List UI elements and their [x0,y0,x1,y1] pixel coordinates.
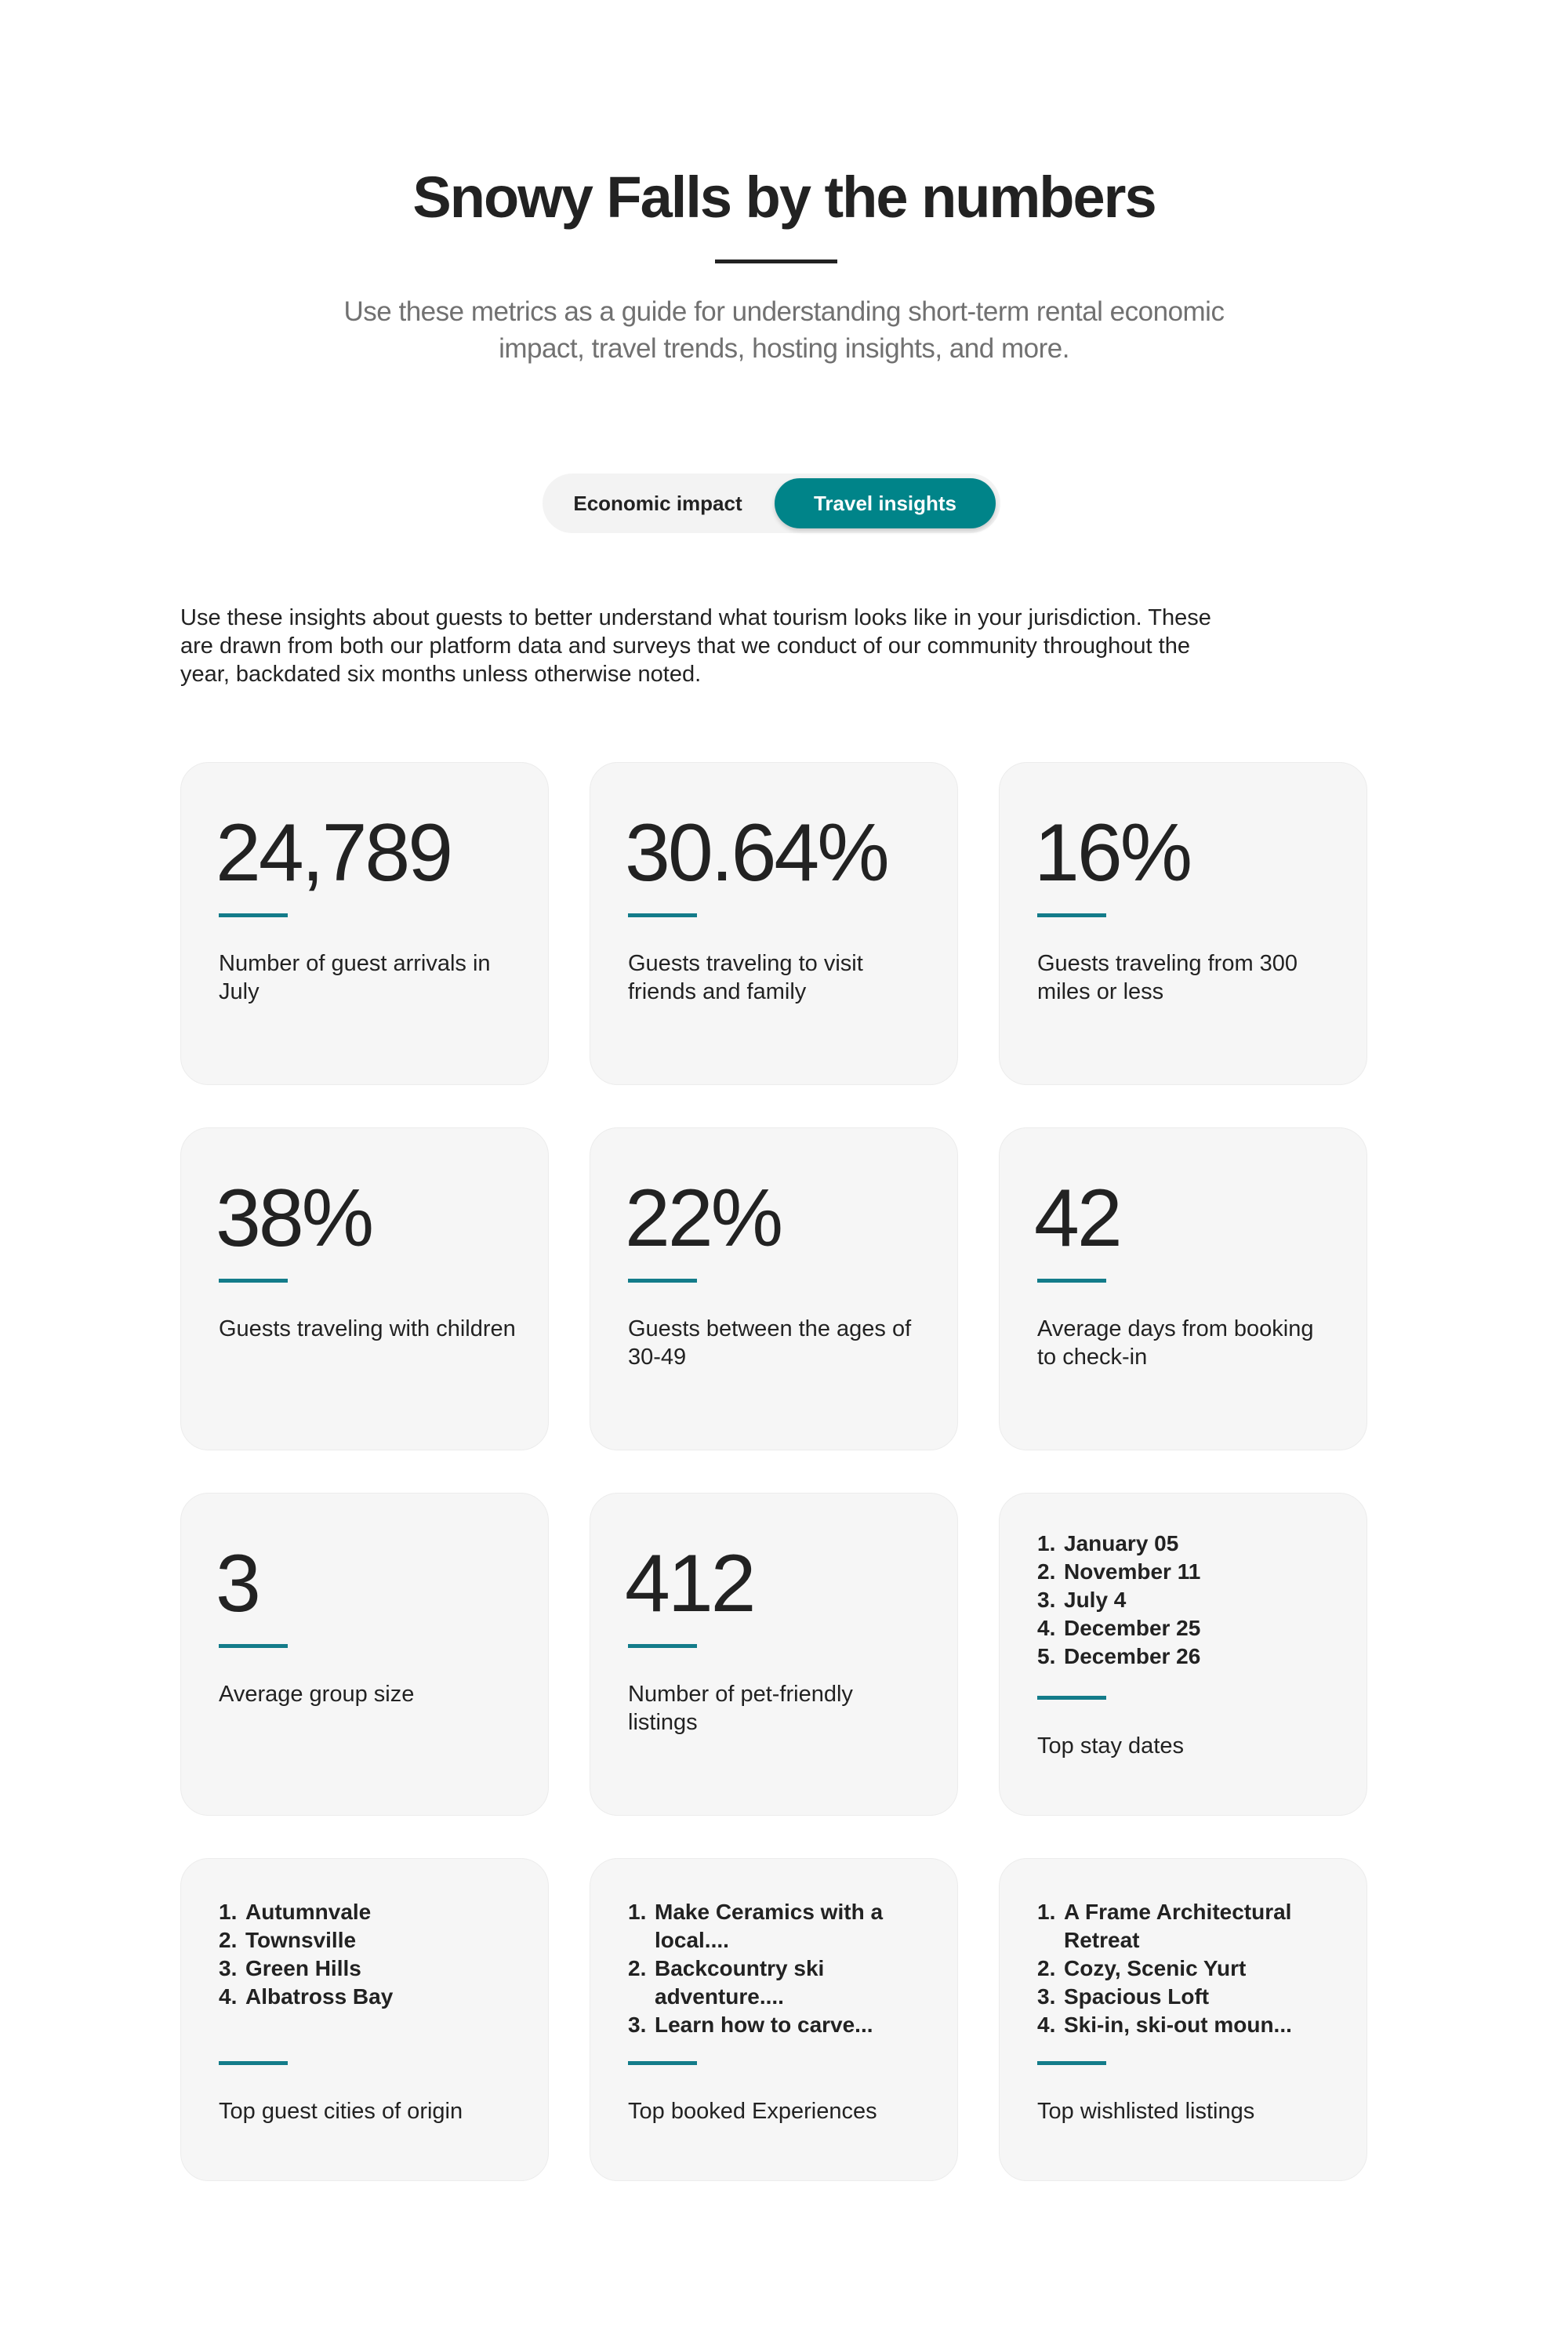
list-item: 1. Autumnvale [219,1900,372,1924]
accent-divider [628,913,697,917]
intro-text: Use these insights about guests to better understand what tourism looks like in your jurisdiction. These are drawn from both our platform data and surveys that we conduct of our community throughout the year, backdated six months unless otherwise noted. [180,605,1211,687]
list-item: 3. Learn how to carve... [628,2013,873,2037]
list-card-top-wishlisted [999,1858,1367,2181]
stat-card-age-range [590,1127,958,1450]
accent-divider [1037,1279,1106,1283]
title-divider [715,260,837,263]
stat-value: 38% [216,1173,372,1264]
list-item: 1. January 05 [1037,1531,1179,1555]
stat-card-with-children [180,1127,549,1450]
stat-label: Number of pet-friendly listings [628,1682,853,1735]
stat-card-pet-friendly [590,1493,958,1816]
page-title: Snowy Falls by the numbers [412,165,1156,230]
ranked-list [1037,1898,1296,2039]
page-subtitle: Use these metrics as a guide for understanding short-term rental economic impact, travel trends, hosting insights, and more. [343,296,1225,364]
accent-divider [219,2061,288,2065]
list-item: 4. December 25 [1037,1616,1201,1640]
list-card-top-experiences [590,1858,958,2181]
accent-divider [1037,1696,1106,1700]
list-item: 2. Backcountry ski adventure.... [628,1956,825,2009]
accent-divider [628,1279,697,1283]
stat-value: 3 [216,1538,259,1629]
stat-value: 30.64% [625,808,887,898]
ranked-list [628,1898,895,2039]
stat-label: Guests traveling from 300 miles or less [1037,951,1298,1004]
stat-card-visit-friends [590,762,958,1085]
accent-divider [1037,913,1106,917]
accent-divider [219,913,288,917]
stat-label: Number of guest arrivals in July [219,951,491,1004]
stat-value: 16% [1034,808,1191,898]
stat-card-distance [999,762,1367,1085]
list-card-top-stay-dates [999,1493,1367,1816]
stat-label: Guests between the ages of 30-49 [628,1316,912,1370]
ranked-list [1037,1530,1343,1671]
insights-toggle [543,474,1000,533]
list-item: 4. Albatross Bay [219,1984,394,2009]
list-item: 4. Ski-in, ski-out moun... [1037,2013,1292,2037]
stat-label: Guests traveling with children [219,1316,516,1341]
stat-card-guest-arrivals [180,762,549,1085]
list-item: 1. A Frame Architectural Retreat [1037,1900,1292,1952]
tab-travel-insights[interactable]: Travel insights [775,478,996,528]
list-label: Top booked Experiences [628,2099,877,2124]
stat-value: 42 [1034,1173,1120,1264]
accent-divider [219,1644,288,1648]
list-label: Top stay dates [1037,1733,1184,1759]
list-label: Top guest cities of origin [219,2099,463,2124]
list-item: 2. Cozy, Scenic Yurt [1037,1956,1247,1980]
accent-divider [1037,2061,1106,2065]
stat-label: Average days from booking to check-in [1037,1316,1314,1370]
accent-divider [219,1279,288,1283]
list-label: Top wishlisted listings [1037,2099,1255,2124]
stat-value: 412 [625,1538,754,1629]
list-item: 3. July 4 [1037,1588,1127,1612]
tab-economic-impact[interactable]: Economic impact [573,491,742,515]
accent-divider [628,1644,697,1648]
stat-value: 22% [625,1173,782,1264]
list-card-top-guest-cities [180,1858,549,2181]
stat-label: Guests traveling to visit friends and family [628,951,863,1004]
list-item: 5. December 26 [1037,1644,1201,1668]
stat-card-group-size [180,1493,549,1816]
ranked-list [219,1898,524,2011]
stat-label: Average group size [219,1682,415,1707]
list-item: 2. Townsville [219,1928,357,1952]
list-item: 1. Make Ceramics with a local.... [628,1900,884,1952]
list-item: 3. Green Hills [219,1956,361,1980]
stat-card-booking-lead-time [999,1127,1367,1450]
stat-value: 24,789 [216,808,452,898]
accent-divider [628,2061,697,2065]
list-item: 2. November 11 [1037,1559,1201,1584]
list-item: 3. Spacious Loft [1037,1984,1210,2009]
